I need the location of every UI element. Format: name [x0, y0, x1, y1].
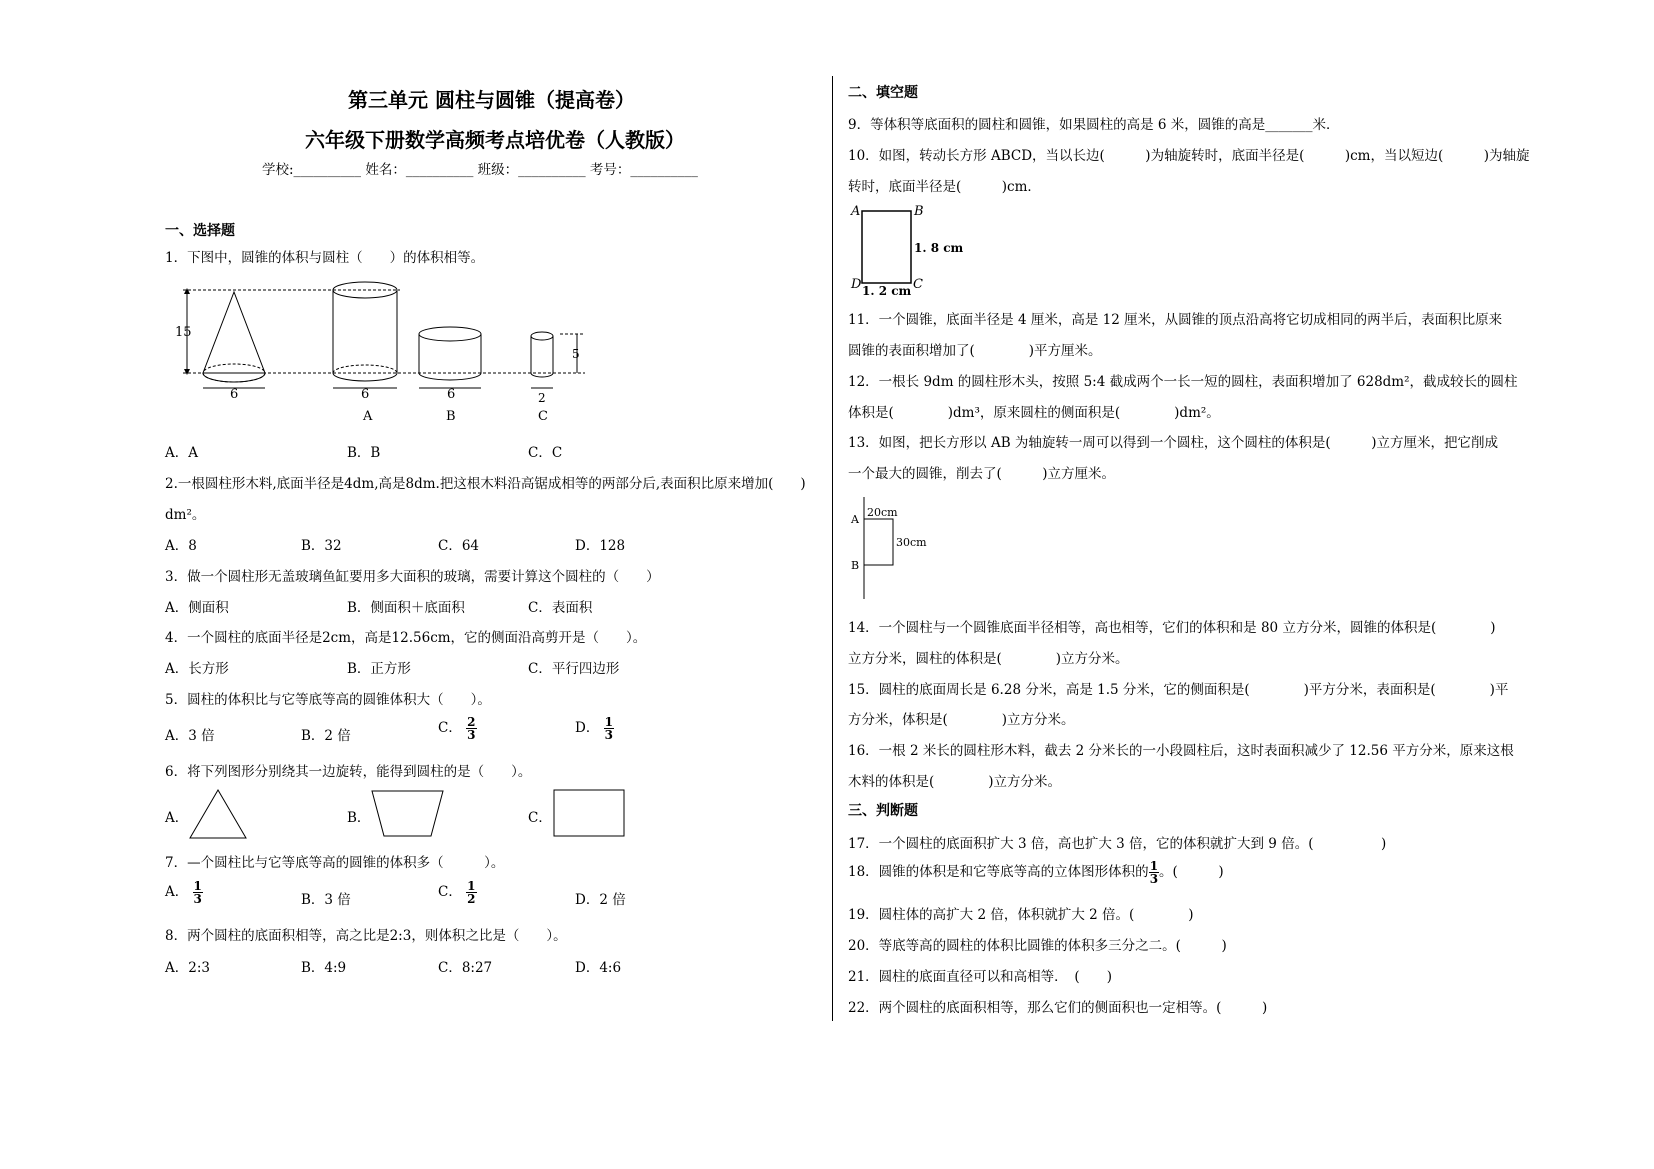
- vertex-d: D: [851, 277, 862, 292]
- column-divider: [832, 76, 833, 1021]
- label-6-cone: 6: [230, 387, 239, 402]
- question-11-line2: 圆锥的表面积增加了( )平方厘米。: [848, 343, 1102, 359]
- question-14-line1: 14．一个圆柱与一个圆锥底面半径相等，高也相等，它们的体积和是 80 立方分米，圆锥的体积是( ): [848, 620, 1496, 636]
- q4-option-c[interactable]: C．平行四边形: [528, 661, 620, 677]
- q1-option-a[interactable]: A．A: [165, 445, 198, 461]
- question-14-line2: 立方分米，圆柱的体积是( )立方分米。: [848, 651, 1129, 667]
- q7-option-c[interactable]: [438, 880, 477, 905]
- q8-option-b[interactable]: B．4:9: [301, 960, 347, 976]
- q5-option-d-label: D．: [575, 720, 600, 736]
- side-length: 1. 8 cm: [914, 241, 964, 255]
- question-9: 9．等体积等底面积的圆柱和圆锥，如果圆柱的高是 6 米，圆锥的高是_______米．: [848, 117, 1340, 133]
- label-2: 2: [538, 391, 546, 405]
- q5-option-c-label: C．: [438, 720, 462, 736]
- question-10-line1: 10．如图，转动长方形 ABCD，当以长边( )为轴旋转时，底面半径是( )cm，当以短边( )为轴旋: [848, 148, 1530, 164]
- title-paper: 六年级下册数学高频考点培优卷（人教版）: [305, 128, 685, 152]
- question-18-text: 18．圆锥的体积是和它等底等高的立体图形体积的: [848, 864, 1149, 880]
- height-30cm: 30cm: [896, 536, 927, 549]
- fraction-1-3: $\frac{1}{3}$: [193, 879, 202, 906]
- question-2: 2.一根圆柱形木料,底面半径是4dm,高是8dm.把这根木料沿高锯成相等的两部分后,表面积比原来增加( ): [165, 476, 806, 492]
- q8-option-d[interactable]: D．4:6: [575, 960, 622, 976]
- label-5: 5: [572, 347, 580, 361]
- side-width: 1. 2 cm: [862, 284, 912, 298]
- trapezoid-shape: [370, 789, 446, 839]
- fraction-2-3: $\frac{2}{3}$: [467, 715, 476, 742]
- question-3: 3．做一个圆柱形无盖玻璃鱼缸要用多大面积的玻璃，需要计算这个圆柱的（ ）: [165, 569, 660, 585]
- question-17: 17．一个圆柱的底面积扩大 3 倍，高也扩大 3 倍，它的体积就扩大到 9 倍。( ): [848, 836, 1387, 852]
- width-20cm: 20cm: [867, 506, 898, 519]
- section-fill-in: 二、填空题: [848, 85, 918, 101]
- q6-option-a[interactable]: A．: [165, 810, 189, 826]
- q10-rectangle-figure: [848, 200, 968, 300]
- q3-option-b[interactable]: B．侧面积＋底面积: [347, 600, 465, 616]
- question-19: 19．圆柱体的高扩大 2 倍，体积就扩大 2 倍。( ): [848, 907, 1194, 923]
- question-10-line2: 转时，底面半径是( )cm．: [848, 179, 1041, 195]
- point-b: B: [851, 559, 860, 572]
- student-info: 学校:__________ 姓名：__________ 班级：__________ 考号：__________: [262, 162, 698, 178]
- question-15-line1: 15．圆柱的底面周长是 6.28 分米，高是 1.5 分米，它的侧面积是( )平方分米，表面积是( )平: [848, 682, 1509, 698]
- question-8: 8．两个圆柱的底面积相等，高之比是2:3，则体积之比是（ ）。: [165, 928, 567, 944]
- question-11-line1: 11．一个圆锥，底面半径是 4 厘米，高是 12 厘米，从圆锥的顶点沿高将它切成相同的两半后，表面积比原来: [848, 312, 1503, 328]
- question-12-line1: 12．一根长 9dm 的圆柱形木头，按照 5:4 截成两个一长一短的圆柱，表面积增加了 628dm²，截成较长的圆柱: [848, 374, 1518, 390]
- q1-figure: [165, 278, 605, 426]
- q1-option-b[interactable]: B．B: [347, 445, 381, 461]
- question-12-line2: 体积是( )dm³，原来圆柱的侧面积是( )dm²。: [848, 405, 1220, 421]
- fraction-1-2: $\frac{1}{2}$: [467, 879, 476, 906]
- fraction-1-3: $\frac{1}{3}$: [1149, 859, 1159, 886]
- title-unit: 第三单元 圆柱与圆锥（提高卷）: [348, 88, 635, 112]
- question-6: 6．将下列图形分别绕其一边旋转，能得到圆柱的是（ ）。: [165, 764, 532, 780]
- question-18: [848, 860, 1224, 885]
- question-22: 22．两个圆柱的底面积相等，那么它们的侧面积也一定相等。( ): [848, 1000, 1268, 1016]
- vertex-b: B: [914, 204, 924, 219]
- q2-option-d[interactable]: D．128: [575, 538, 626, 554]
- q5-option-a[interactable]: A．3 倍: [165, 728, 215, 744]
- label-15: 15: [175, 325, 192, 340]
- section-judgement: 三、判断题: [848, 803, 918, 819]
- q5-option-d[interactable]: [575, 716, 614, 741]
- question-13-line1: 13．如图，把长方形以 AB 为轴旋转一周可以得到一个圆柱，这个圆柱的体积是( )立方厘米，把它削成: [848, 435, 1498, 451]
- question-21: 21．圆柱的底面直径可以和高相等． ( ): [848, 969, 1112, 985]
- q3-option-a[interactable]: A．侧面积: [165, 600, 229, 616]
- q7-option-a[interactable]: [165, 880, 203, 905]
- q8-option-c[interactable]: C．8:27: [438, 960, 493, 976]
- label-6-a: 6: [361, 387, 370, 402]
- q4-option-a[interactable]: A．长方形: [165, 661, 229, 677]
- q7-option-d[interactable]: D．2 倍: [575, 892, 626, 908]
- q2-option-c[interactable]: C．64: [438, 538, 480, 554]
- vertex-a: A: [851, 204, 861, 219]
- question-15-line2: 方分米，体积是( )立方分米。: [848, 712, 1075, 728]
- fraction-1-3: $\frac{1}{3}$: [604, 715, 613, 742]
- question-1: 1．下图中，圆锥的体积与圆柱（ ）的体积相等。: [165, 250, 485, 266]
- vertex-c: C: [913, 277, 923, 292]
- label-a: A: [363, 409, 373, 424]
- question-4: 4．一个圆柱的底面半径是2cm，高是12.56cm，它的侧面沿高剪开是（ ）。: [165, 630, 647, 646]
- question-20: 20．等底等高的圆柱的体积比圆锥的体积多三分之二。( ): [848, 938, 1227, 954]
- q7-option-c-label: C．: [438, 884, 462, 900]
- question-16-line1: 16．一根 2 米长的圆柱形木料，截去 2 分米长的一小段圆柱后，这时表面积减少了 12.56 平方分米，原来这根: [848, 743, 1514, 759]
- q2-option-a[interactable]: A．8: [165, 538, 197, 554]
- question-5: 5．圆柱的体积比与它等底等高的圆锥体积大（ ）。: [165, 692, 491, 708]
- question-13-line2: 一个最大的圆锥，削去了( )立方厘米。: [848, 466, 1116, 482]
- q7-option-b[interactable]: B．3 倍: [301, 892, 351, 908]
- q6-option-b[interactable]: B．: [347, 810, 371, 826]
- q3-option-c[interactable]: C．表面积: [528, 600, 593, 616]
- question-2-unit: dm²。: [165, 507, 206, 523]
- section-choice: 一、选择题: [165, 223, 235, 239]
- triangle-shape: [188, 788, 250, 840]
- label-6-b: 6: [447, 387, 456, 402]
- q6-option-c[interactable]: C．: [528, 810, 552, 826]
- q8-option-a[interactable]: A．2:3: [165, 960, 210, 976]
- q4-option-b[interactable]: B．正方形: [347, 661, 411, 677]
- q5-option-c[interactable]: [438, 716, 477, 741]
- question-16-line2: 木料的体积是( )立方分米。: [848, 774, 1062, 790]
- q7-option-a-label: A．: [165, 884, 189, 900]
- q5-option-b[interactable]: B．2 倍: [301, 728, 351, 744]
- question-18-blank: 。( ): [1159, 864, 1224, 880]
- q13-rectangle-figure: [848, 495, 948, 605]
- q2-option-b[interactable]: B．32: [301, 538, 342, 554]
- question-7: 7．—个圆柱比与它等底等高的圆锥的体积多（ ）。: [165, 855, 505, 871]
- label-b: B: [446, 409, 456, 424]
- label-c: C: [538, 409, 548, 424]
- rectangle-shape: [553, 789, 627, 839]
- q1-option-c[interactable]: C．C: [528, 445, 563, 461]
- point-a: A: [851, 513, 859, 526]
